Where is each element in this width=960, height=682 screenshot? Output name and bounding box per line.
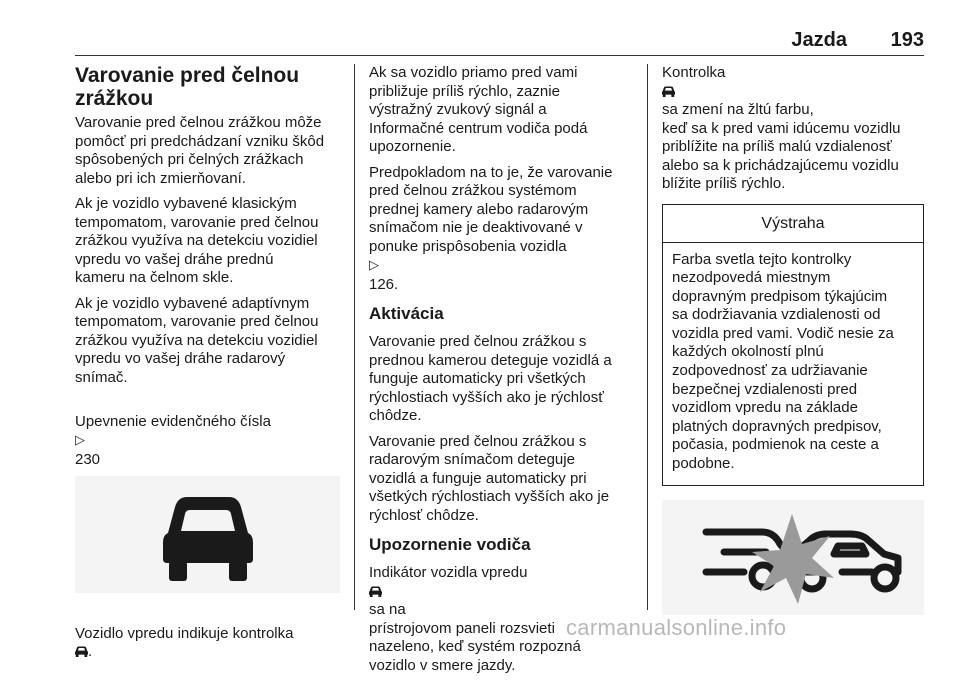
- figure-caption: Vozidlo vpredu indikuje kontrolka .: [75, 624, 294, 660]
- paragraph-indicator-green: Indikátor vozidla vpredu sa na prístrojovom paneli rozsvieti nazeleno, keď systém rozpozná vozidlo v smere jazdy.: [369, 564, 581, 674]
- warning-box: [662, 204, 924, 486]
- column-divider-2: [647, 64, 648, 610]
- paragraph-precondition: Predpokladom na to je, že varovanie pred čelnou zrážkou systémom prednej kamery alebo radarovým snímačom nie je deaktivované v ponuke prispôsobenia vozidla ▷ 126.: [369, 163, 613, 293]
- paragraph-indicator-yellow: Kontrolka sa zmení na žltú farbu, keď sa k pred vami idúcemu vozidlu priblížite na príliš malú vzdialenosť alebo sa k prichádzajúcemu vozidlu blížite príliš rýchlo.: [662, 64, 901, 192]
- paragraph-camera-activation: Varovanie pred čelnou zrážkou s prednou kamerou deteguje vozidlá a funguje automaticky pri všetkých rýchlostiach vyšších ako je rýchlosť chôdze.: [369, 333, 612, 424]
- paragraph-approach-warning: Ak sa vozidlo priamo pred vami približuje príliš rýchlo, zaznie výstražný zvukový signál a Informačné centrum vodiča podá upozornenie.: [369, 64, 588, 155]
- warning-text: Farba svetla tejto kontrolky nezodpovedá miestnym dopravným predpisom týkajúcim sa dodržiavania vzdialenosti od vozidla pred vami. Vodič nesie za každých okolností plnú zodpovednosť za udržiavanie bezpečnej vzdialenosti pred vozidlom vpredu na základe platných dopravných predpisov, počasia, podmienok na ceste a podobne.: [672, 250, 894, 473]
- header-page-number: 193: [890, 29, 924, 51]
- column-divider-1: [354, 64, 355, 610]
- ref-page[interactable]: 126.: [369, 275, 399, 293]
- collision-icon: [662, 500, 924, 615]
- heading-activation: Aktivácia: [369, 304, 444, 323]
- paragraph-intro: Varovanie pred čelnou zrážkou môže pomôcť pri predchádzaní vzniku škôd spôsobených pri čelných zrážkach alebo pri ich zmierňovaní.: [75, 114, 325, 187]
- paragraph-license-plate-ref: [75, 394, 340, 469]
- vehicle-ahead-icon: [369, 586, 382, 597]
- vehicle-ahead-indicator-figure: [75, 476, 340, 593]
- vehicle-ahead-icon: [75, 646, 88, 657]
- column-2: [369, 64, 639, 682]
- paragraph-radar-activation: Varovanie pred čelnou zrážkou s radarovým snímačom deteguje vozidlá a funguje automaticky pri všetkých rýchlostiach vyšších ako je rýchlosť chôdze.: [369, 432, 610, 524]
- page-header: [0, 0, 960, 60]
- section-title: Varovanie pred čelnou zrážkou: [75, 64, 300, 110]
- header-rule: [75, 55, 924, 56]
- collision-illustration: [662, 500, 924, 615]
- ref-page[interactable]: 230: [75, 450, 101, 468]
- column-3: [662, 64, 924, 615]
- page-ref-arrow-icon: ▷: [75, 433, 85, 448]
- header-section-title: Jazda: [791, 29, 847, 51]
- watermark: carmanualsonline.info: [566, 615, 787, 640]
- vehicle-ahead-icon: [662, 86, 675, 97]
- column-1: [75, 64, 340, 669]
- car-front-icon: [163, 489, 253, 581]
- paragraph-cruise-control: Ak je vozidlo vybavené klasickým tempomatom, varovanie pred čelnou zrážkou využíva na detekciu vozidiel vpredu vo vašej dráhe prednú kameru na čelnom skle.: [75, 195, 319, 286]
- ref-text: Upevnenie evidenčného čísla: [75, 412, 271, 430]
- warning-title: Výstraha: [663, 205, 923, 243]
- paragraph-adaptive-cruise: Ak je vozidlo vybavené adaptívnym tempomatom, varovanie pred čelnou zrážkou využíva na detekciu vozidiel vpredu vo vašej dráhe radarový snímač.: [75, 294, 319, 386]
- page-ref-arrow-icon: ▷: [369, 258, 379, 273]
- heading-driver-warning: Upozornenie vodiča: [369, 535, 531, 554]
